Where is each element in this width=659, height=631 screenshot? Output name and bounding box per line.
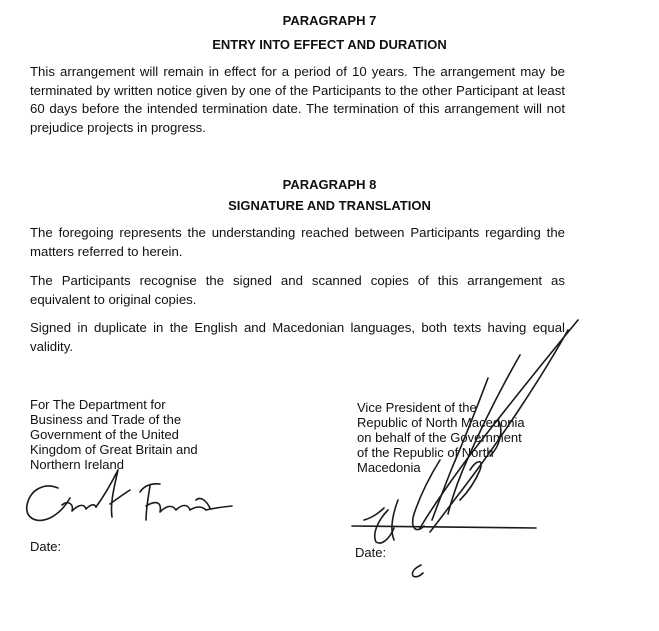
paragraph-8-text-1: The foregoing represents the understanding reached between Participants regarding the matters referred to herein. <box>30 225 565 259</box>
mk-signatory-line: on behalf of the Government <box>357 430 522 445</box>
paragraph-8-text-2: The Participants recognise the signed and scanned copies of this arrangement as equivalent to original copies. <box>30 273 565 307</box>
paragraph-8-number: PARAGRAPH 8 <box>282 177 377 192</box>
mk-signatory-line: of the Republic of North <box>357 445 494 460</box>
mk-date-label: Date: <box>355 545 387 560</box>
mk-signatory-line: Vice President of the <box>357 400 477 415</box>
uk-signatory-line: Northern Ireland <box>30 457 124 472</box>
paragraph-7-number: PARAGRAPH 7 <box>282 13 377 28</box>
uk-date-label: Date: <box>30 539 62 554</box>
paragraph-8-title: SIGNATURE AND TRANSLATION <box>228 198 431 213</box>
paragraph-7-text: This arrangement will remain in effect for a period of 10 years. The arrangement may be terminated by written notice given by one of the Participants to the other Participant at least 60 days before the intended termination date. The termination of this arrangement will not prejudice projects in progress. <box>30 64 565 135</box>
uk-signatory-line: Government of the United <box>30 427 179 442</box>
paragraph-8-text-3: Signed in duplicate in the English and Macedonian languages, both texts having equal validity. <box>30 320 565 354</box>
paragraph-7-title: ENTRY INTO EFFECT AND DURATION <box>212 37 447 52</box>
mk-signatory-line: Macedonia <box>357 460 421 475</box>
uk-signatory-line: Kingdom of Great Britain and <box>30 442 198 457</box>
handwritten-mark-icon <box>412 565 423 577</box>
uk-signatory-line: Business and Trade of the <box>30 412 182 427</box>
uk-signature-icon <box>27 470 232 520</box>
mk-signature-icon <box>352 320 578 543</box>
mk-signatory-line: Republic of North Macedonia <box>357 415 525 430</box>
uk-signatory-line: For The Department for <box>30 397 166 412</box>
